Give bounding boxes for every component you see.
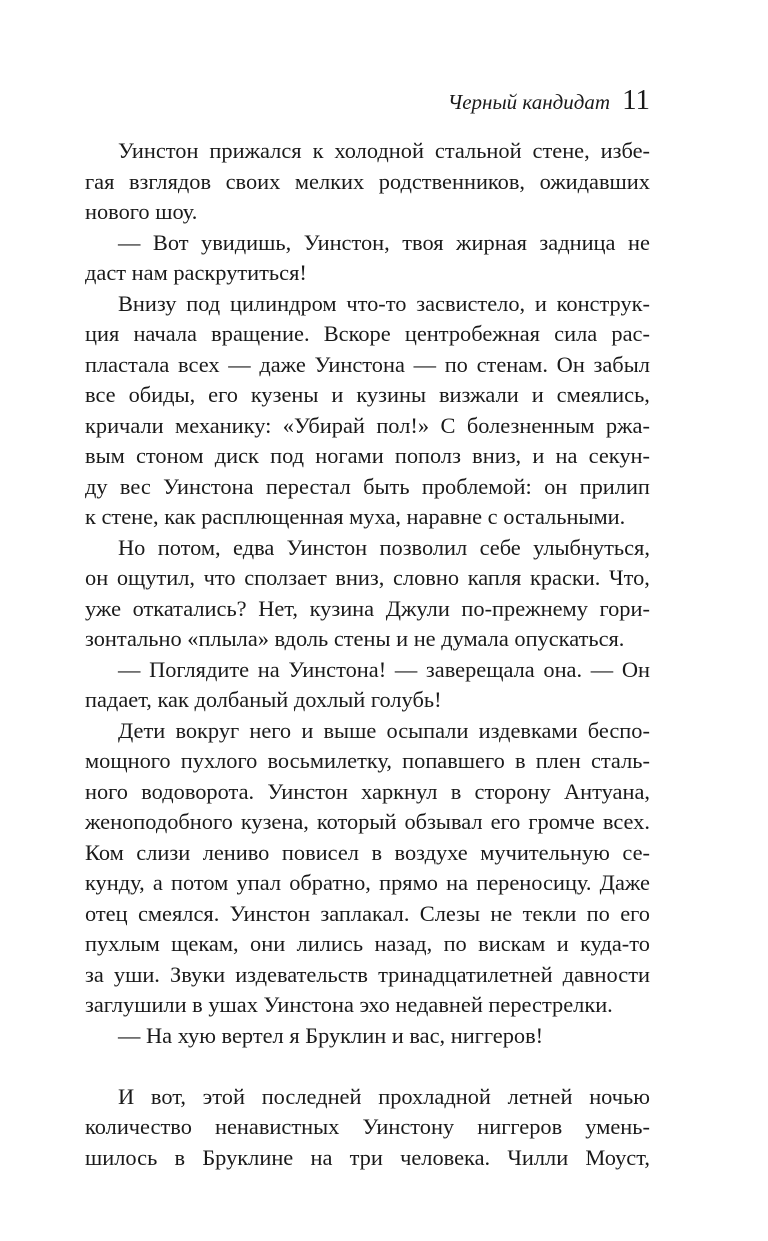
- word: сторону: [474, 778, 551, 804]
- word: гори-: [599, 595, 650, 621]
- word: жирная: [456, 229, 527, 255]
- word: Слезы: [419, 900, 480, 926]
- text-line: [85, 624, 650, 655]
- word: Джули: [385, 595, 450, 621]
- running-title: Черный кандидат: [447, 90, 611, 114]
- word: И: [118, 1083, 135, 1109]
- word: по: [443, 931, 467, 956]
- word: щекам,: [171, 931, 239, 956]
- word: потом: [171, 870, 229, 895]
- word: смеялся.: [137, 900, 220, 926]
- word: —: [590, 656, 614, 682]
- line-text: даст нам раскрутиться!: [85, 260, 307, 285]
- word: Звуки: [170, 961, 226, 987]
- word: ду: [85, 473, 108, 499]
- word: задница: [539, 229, 616, 255]
- line-text: к стене, как расплющенная муха, наравне с остальными.: [85, 504, 626, 529]
- word: быть: [363, 473, 410, 499]
- word: Вот: [152, 229, 189, 255]
- word: ночью: [589, 1083, 650, 1109]
- word: сползает: [244, 565, 327, 590]
- word: пухлым: [85, 931, 160, 956]
- word: обзывал: [404, 809, 483, 834]
- word: всех: [178, 351, 220, 377]
- word: три: [349, 1144, 383, 1170]
- word: сила: [554, 321, 598, 346]
- word: количество: [85, 1114, 192, 1139]
- word: мощного: [85, 748, 171, 773]
- word: отец: [85, 900, 128, 926]
- word: в: [450, 778, 462, 804]
- word: взглядов: [128, 168, 212, 194]
- word: смеялись,: [556, 382, 650, 407]
- word: по-прежнему: [461, 595, 588, 621]
- word: издевками: [478, 717, 578, 743]
- word: вниз,: [472, 443, 522, 468]
- word: Уинстона: [314, 351, 405, 377]
- text-line: [85, 807, 650, 838]
- word: за: [85, 961, 104, 987]
- word: пополз: [394, 443, 461, 468]
- text-line: [85, 838, 650, 869]
- word: Что,: [609, 565, 650, 590]
- word: стене,: [532, 138, 590, 163]
- text-line: [85, 868, 650, 899]
- word: летней: [507, 1083, 573, 1109]
- word: своих: [225, 168, 281, 194]
- word: Уинстону: [362, 1114, 455, 1139]
- word: на: [555, 443, 578, 468]
- text-line: [85, 441, 650, 472]
- text-line: [85, 990, 650, 1021]
- word: цилиндром: [229, 290, 337, 316]
- word: и: [331, 382, 344, 407]
- text-line: [85, 716, 650, 747]
- text-line: [85, 350, 650, 381]
- text-line: [85, 136, 650, 167]
- text-line: [85, 197, 650, 228]
- word: рас-: [611, 321, 650, 346]
- word: проблемой:: [421, 473, 532, 499]
- word: все: [85, 382, 116, 407]
- text-line: [85, 655, 650, 686]
- word: Внизу: [118, 290, 177, 316]
- text-line: [85, 960, 650, 991]
- word: конструк-: [556, 290, 650, 316]
- word: его: [208, 382, 238, 407]
- word: ржа-: [605, 412, 650, 438]
- word: —: [394, 656, 418, 682]
- text-line: [85, 1021, 650, 1052]
- word: Уинстона!: [288, 656, 387, 682]
- word: прижался: [209, 138, 302, 163]
- word: визжали: [438, 382, 519, 407]
- word: они: [250, 931, 286, 956]
- word: вот,: [150, 1083, 186, 1109]
- section-break: [85, 1051, 650, 1082]
- text-line: [85, 258, 650, 289]
- word: всех.: [602, 809, 650, 834]
- text-line: [85, 1143, 650, 1174]
- word: не: [490, 900, 513, 926]
- word: Нет,: [258, 595, 299, 621]
- word: осыпали: [386, 717, 469, 743]
- word: лились: [296, 931, 364, 956]
- word: что-то: [346, 290, 407, 316]
- word: по: [444, 351, 468, 377]
- word: ненавистных: [215, 1114, 340, 1139]
- word: не: [627, 229, 650, 255]
- word: и: [301, 717, 314, 743]
- word: вокруг: [175, 717, 240, 743]
- text-line: [85, 777, 650, 808]
- word: капля: [467, 565, 522, 590]
- word: Уинстон: [267, 778, 348, 804]
- word: который: [316, 809, 397, 834]
- word: Бруклине: [202, 1144, 294, 1170]
- line-text: зонтально «плыла» вдоль стены и не думала опускаться.: [85, 626, 625, 651]
- word: мелких: [294, 168, 365, 194]
- text-line: [85, 563, 650, 594]
- text-line: [85, 685, 650, 716]
- word: Чилли: [507, 1144, 569, 1170]
- word: и: [531, 382, 544, 407]
- word: тринадцатилетней: [378, 961, 553, 987]
- word: в: [371, 839, 383, 865]
- word: секун-: [588, 443, 650, 468]
- text-line: [85, 929, 650, 960]
- word: диск: [214, 443, 259, 468]
- word: под: [186, 290, 221, 316]
- word: механику:: [175, 412, 272, 438]
- body-text: [85, 136, 650, 1173]
- word: на: [446, 870, 469, 895]
- word: плен: [535, 748, 581, 773]
- line-text: заглушили в ушах Уинстона эхо недавней перестрелки.: [85, 992, 613, 1017]
- word: Моуст,: [585, 1144, 650, 1170]
- text-line: [85, 411, 650, 442]
- word: издевательств: [235, 961, 368, 987]
- word: его: [620, 900, 650, 926]
- word: повисел: [281, 839, 359, 865]
- word: вым: [85, 443, 125, 468]
- text-line: [85, 472, 650, 503]
- line-text: нового шоу.: [85, 199, 198, 224]
- word: пол!»: [376, 412, 430, 438]
- word: увидишь,: [201, 229, 292, 255]
- text-line: [85, 167, 650, 198]
- word: куда-то: [580, 931, 650, 956]
- word: болезненным: [466, 412, 595, 438]
- word: стальной: [434, 138, 522, 163]
- word: ниггеров: [477, 1114, 563, 1139]
- running-head: [448, 84, 650, 117]
- word: стенам.: [476, 351, 548, 377]
- word: он: [85, 565, 109, 590]
- word: уже: [85, 595, 122, 621]
- word: засвистело,: [416, 290, 526, 316]
- word: в: [174, 1144, 186, 1170]
- word: Но: [118, 534, 146, 560]
- word: краски.: [529, 565, 601, 590]
- line-text: падает, как долбаный дохлый голубь!: [85, 687, 442, 712]
- word: и: [534, 290, 547, 316]
- word: давности: [562, 961, 650, 987]
- word: Поглядите: [149, 656, 250, 682]
- word: ощутил,: [116, 565, 195, 590]
- word: ного: [85, 778, 128, 804]
- word: последней: [261, 1083, 362, 1109]
- word: женоподобного: [85, 809, 233, 834]
- word: се-: [622, 839, 650, 865]
- text-line: [85, 289, 650, 320]
- word: слизи: [136, 839, 191, 865]
- word: заверещала: [425, 656, 535, 682]
- word: —: [228, 351, 251, 377]
- word: человека.: [400, 1144, 491, 1170]
- word: воздухе: [394, 839, 468, 865]
- word: назад,: [374, 931, 433, 956]
- word: кричали: [85, 412, 164, 438]
- text-line: [85, 1082, 650, 1113]
- word: на: [310, 1144, 333, 1170]
- word: ногами: [315, 443, 384, 468]
- word: кузины: [356, 382, 426, 407]
- word: упал: [236, 870, 282, 895]
- word: под: [270, 443, 305, 468]
- word: попавшего: [402, 748, 505, 773]
- word: Уинстон: [286, 534, 368, 560]
- word: на: [257, 656, 280, 682]
- word: заплакал.: [320, 900, 410, 926]
- word: словно: [393, 565, 460, 590]
- word: кузина: [309, 595, 375, 621]
- word: этой: [202, 1083, 245, 1109]
- word: прилип: [579, 473, 650, 499]
- word: громче: [528, 809, 595, 834]
- word: лениво: [202, 839, 270, 865]
- word: твоя: [402, 229, 444, 255]
- word: позволил: [379, 534, 468, 560]
- word: Даже: [599, 870, 650, 895]
- word: родственников,: [378, 168, 526, 194]
- text-line: [85, 502, 650, 533]
- word: Уинстон: [229, 900, 311, 926]
- word: Уинстон: [118, 138, 199, 163]
- word: гая: [85, 168, 115, 194]
- word: себе: [479, 534, 521, 560]
- word: что: [203, 565, 236, 590]
- word: а: [152, 870, 163, 895]
- word: Уинстона: [163, 473, 254, 499]
- word: Он: [556, 351, 585, 377]
- word: его: [490, 809, 521, 834]
- word: вискам: [478, 931, 546, 956]
- word: харкнул: [361, 778, 438, 804]
- word: он: [544, 473, 568, 499]
- word: шилось: [85, 1144, 158, 1170]
- word: вращение.: [211, 321, 310, 346]
- word: беспо-: [587, 717, 650, 743]
- text-line: [85, 1112, 650, 1143]
- text-line: [85, 319, 650, 350]
- text-line: [85, 746, 650, 777]
- word: потом,: [157, 534, 221, 560]
- word: С: [440, 412, 456, 438]
- word: холодной: [334, 138, 424, 163]
- word: вес: [119, 473, 151, 499]
- word: обиды,: [128, 382, 196, 407]
- word: едва: [233, 534, 275, 560]
- word: Дети: [118, 717, 166, 743]
- word: него: [249, 717, 292, 743]
- word: начала: [133, 321, 197, 346]
- word: —: [118, 229, 141, 255]
- word: водоворота.: [141, 778, 255, 804]
- word: прямо: [379, 870, 438, 895]
- word: —: [118, 656, 141, 682]
- word: ожидавших: [539, 168, 650, 194]
- word: Ком: [85, 839, 124, 865]
- word: избе-: [600, 138, 650, 163]
- word: выше: [323, 717, 377, 743]
- word: кузена,: [240, 809, 309, 834]
- word: прохладной: [378, 1083, 491, 1109]
- word: мучительную: [480, 839, 610, 865]
- word: восьмилетку,: [267, 748, 392, 773]
- word: «Убирай: [282, 412, 365, 438]
- word: Антуана,: [564, 778, 650, 804]
- word: центробежная: [404, 321, 540, 346]
- word: пухлого: [180, 748, 258, 773]
- word: по: [586, 900, 610, 926]
- word: переносицу.: [476, 870, 592, 895]
- word: перестал: [265, 473, 351, 499]
- word: кунду,: [85, 870, 145, 895]
- word: вниз,: [335, 565, 385, 590]
- word: и: [556, 931, 569, 956]
- word: и: [532, 443, 545, 468]
- text-line: [85, 380, 650, 411]
- word: сталь-: [590, 748, 650, 773]
- word: даже: [259, 351, 306, 377]
- word: забыл: [593, 351, 650, 377]
- text-line: [85, 594, 650, 625]
- line-text: — На хую вертел я Бруклин и вас, ниггеров!: [118, 1022, 544, 1048]
- word: к: [312, 138, 324, 163]
- word: ция: [85, 321, 120, 346]
- word: стоном: [135, 443, 204, 468]
- page-number: 11: [622, 84, 650, 116]
- word: улыбнуться,: [533, 534, 650, 560]
- word: умень-: [585, 1114, 650, 1139]
- text-line: [85, 899, 650, 930]
- word: Уинстон,: [303, 229, 390, 255]
- word: пластала: [85, 351, 170, 377]
- word: Вскоре: [323, 321, 391, 346]
- word: в: [514, 748, 526, 773]
- word: Он: [621, 656, 650, 682]
- word: она.: [543, 656, 583, 682]
- word: текли: [522, 900, 577, 926]
- text-line: [85, 533, 650, 564]
- word: откатались?: [132, 595, 247, 621]
- word: обратно,: [289, 870, 371, 895]
- word: уши.: [113, 961, 160, 987]
- word: —: [413, 351, 436, 377]
- word: кузены: [250, 382, 319, 407]
- text-line: [85, 228, 650, 259]
